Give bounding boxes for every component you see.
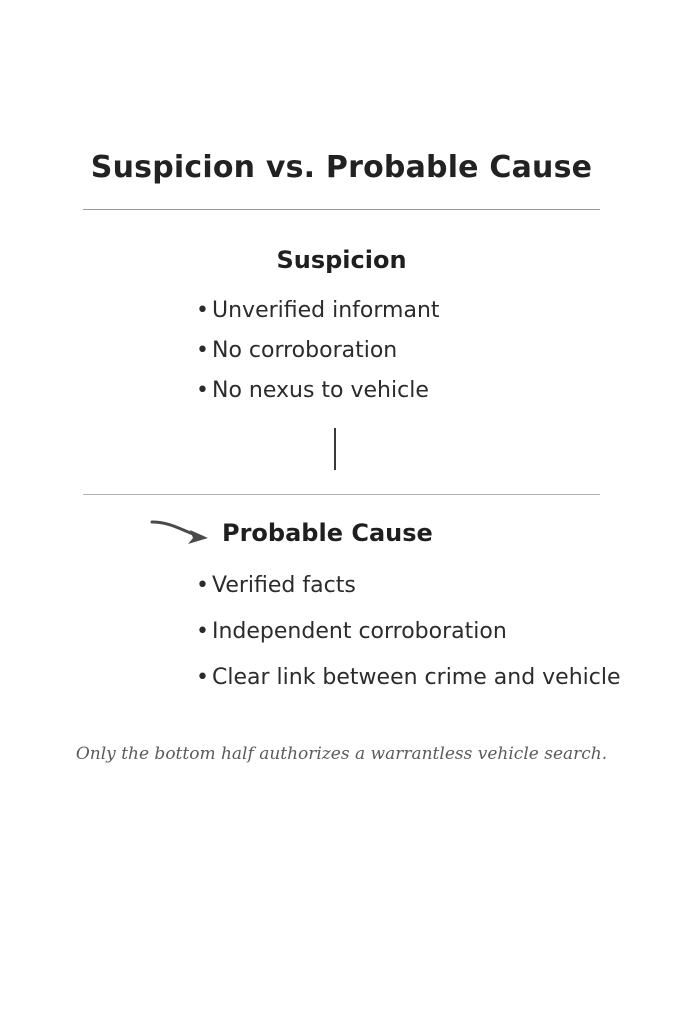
list-item (196, 340, 440, 362)
bullet-marker-icon: • (196, 573, 209, 598)
bullet-marker-icon: • (196, 298, 209, 323)
list-item-label: Independent corroboration (212, 619, 507, 644)
list-item-label: No nexus to vehicle (212, 378, 429, 403)
section-heading-probable-cause: Probable Cause (222, 519, 433, 547)
bullet-marker-icon: • (196, 338, 209, 363)
page-title: Suspicion vs. Probable Cause (90, 150, 593, 185)
list-item-label: No corroboration (212, 338, 398, 363)
list-item (196, 667, 621, 689)
bullet-list-probable-cause (196, 575, 621, 713)
list-item-label: Unverified informant (212, 298, 440, 323)
list-item-label: Clear link between crime and vehicle (212, 665, 621, 690)
bullet-list-suspicion (196, 300, 440, 420)
title-divider (83, 209, 600, 210)
list-item (196, 621, 621, 643)
list-item (196, 300, 440, 322)
footnote-text: Only the bottom half authorizes a warrantless vehicle search. (75, 744, 608, 764)
section-heading-suspicion: Suspicion (276, 246, 407, 274)
bullet-marker-icon: • (196, 378, 209, 403)
list-item-label: Verified facts (212, 573, 356, 598)
section-divider (83, 494, 600, 495)
list-item (196, 380, 440, 402)
arrow-right-icon (150, 516, 214, 552)
section-connector-line (334, 428, 336, 470)
list-item (196, 575, 621, 597)
bullet-marker-icon: • (196, 665, 209, 690)
bullet-marker-icon: • (196, 619, 209, 644)
